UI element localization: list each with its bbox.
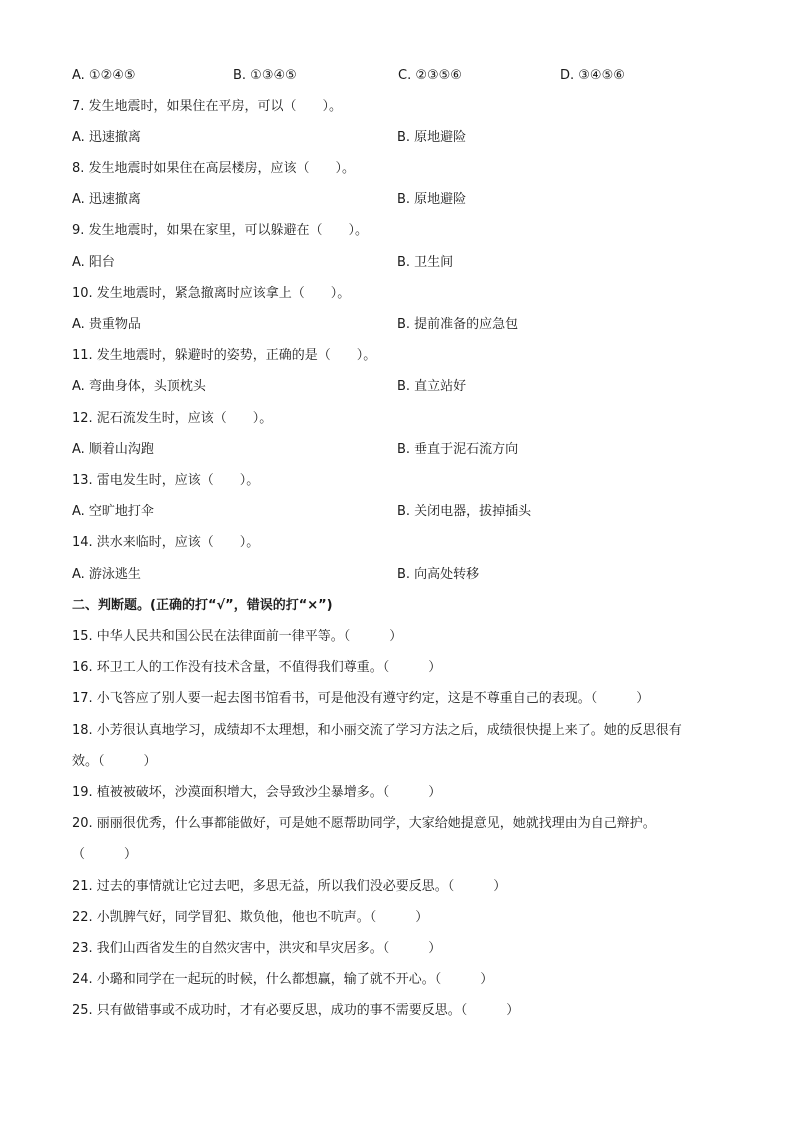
question-10: 10. 发生地震时，紧急撤离时应该拿上（ ）。	[72, 286, 351, 301]
tf-question-18: 18. 小芳很认真地学习，成绩却不太理想，和小丽交流了学习方法之后，成绩很快提上来了。她的反思很有	[72, 723, 682, 738]
option-8b: B. 原地避险	[397, 192, 467, 207]
question-13: 13. 雷电发生时，应该（ ）。	[72, 473, 260, 488]
question-9: 9. 发生地震时，如果在家里，可以躲避在（ ）。	[72, 223, 369, 238]
tf-question-20: 20. 丽丽很优秀，什么事都能做好，可是她不愿帮助同学，大家给她提意见，她就找理由为自己辩护。	[72, 816, 656, 831]
option-12a: A. 顺着山沟跑	[72, 442, 154, 457]
tf-question-23: 23. 我们山西省发生的自然灾害中，洪灾和旱灾居多。（ ）	[72, 941, 442, 956]
option-13b: B. 关闭电器，拔掉插头	[397, 504, 532, 519]
option-9b: B. 卫生间	[397, 255, 454, 270]
option-14b: B. 向高处转移	[397, 567, 480, 582]
question-11: 11. 发生地震时，躲避时的姿势，正确的是（ ）。	[72, 348, 377, 363]
question-12: 12. 泥石流发生时，应该（ ）。	[72, 411, 273, 426]
question-7: 7. 发生地震时，如果住在平房，可以（ ）。	[72, 99, 343, 114]
tf-question-21: 21. 过去的事情就让它过去吧，多思无益，所以我们没必要反思。（ ）	[72, 879, 507, 894]
tf-question-19: 19. 植被被破坏，沙漠面积增大，会导致沙尘暴增多。（ ）	[72, 785, 442, 800]
option-14a: A. 游泳逃生	[72, 567, 141, 582]
tf-question-20-cont: （ ）	[72, 847, 138, 862]
option-c: C. ②③⑤⑥	[398, 68, 462, 83]
tf-question-25: 25. 只有做错事或不成功时，才有必要反思，成功的事不需要反思。（ ）	[72, 1003, 520, 1018]
option-10a: A. 贵重物品	[72, 317, 141, 332]
option-8a: A. 迅速撤离	[72, 192, 141, 207]
option-11a: A. 弯曲身体，头顶枕头	[72, 379, 206, 394]
tf-question-16: 16. 环卫工人的工作没有技术含量，不值得我们尊重。（ ）	[72, 660, 442, 675]
option-d: D. ③④⑤⑥	[560, 68, 625, 83]
option-b: B. ①③④⑤	[233, 68, 297, 83]
option-13a: A. 空旷地打伞	[72, 504, 154, 519]
tf-question-15: 15. 中华人民共和国公民在法律面前一律平等。（ ）	[72, 629, 403, 644]
tf-question-17: 17. 小飞答应了别人要一起去图书馆看书，可是他没有遵守约定，这是不尊重自己的表现。（ ）	[72, 691, 650, 706]
option-11b: B. 直立站好	[397, 379, 467, 394]
tf-question-22: 22. 小凯脾气好，同学冒犯、欺负他，他也不吭声。（ ）	[72, 910, 429, 925]
tf-question-18-cont: 效。（ ）	[72, 754, 157, 769]
option-7b: B. 原地避险	[397, 130, 467, 145]
option-a: A. ①②④⑤	[72, 68, 136, 83]
option-9a: A. 阳台	[72, 255, 115, 270]
section-heading: 二、判断题。(正确的打“√”，错误的打“×”)	[72, 598, 333, 613]
tf-question-24: 24. 小璐和同学在一起玩的时候，什么都想赢，输了就不开心。（ ）	[72, 972, 494, 987]
question-14: 14. 洪水来临时，应该（ ）。	[72, 535, 260, 550]
option-7a: A. 迅速撤离	[72, 130, 141, 145]
option-10b: B. 提前准备的应急包	[397, 317, 519, 332]
question-8: 8. 发生地震时如果住在高层楼房，应该（ ）。	[72, 161, 356, 176]
option-12b: B. 垂直于泥石流方向	[397, 442, 519, 457]
